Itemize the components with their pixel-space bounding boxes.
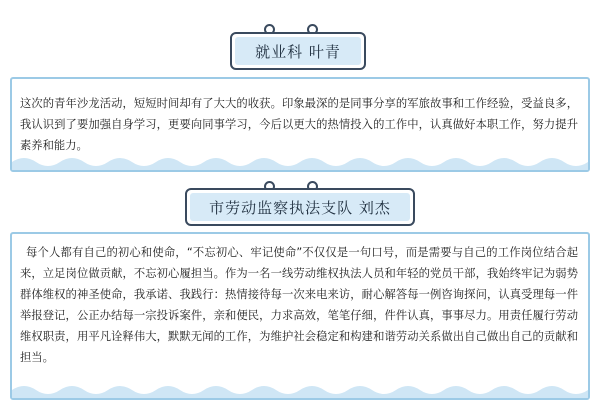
section-1-label: 就业科 叶青 <box>235 37 361 65</box>
section-2-label-box <box>185 188 415 226</box>
wave-decoration <box>12 150 588 170</box>
section-1-label-box <box>230 32 366 70</box>
section-2-label: 市劳动监察执法支队 刘杰 <box>190 193 410 221</box>
section-1-card <box>10 77 590 172</box>
section-1-title-tag <box>0 0 600 70</box>
section-2-title-tag <box>0 178 600 228</box>
section-2-card <box>10 232 590 400</box>
section-2-text: 每个人都有自己的初心和使命，“不忘初心、牢记使命”不仅仅是一句口号，而是需要与自己的工作岗位结合起来，立足岗位做贡献，不忘初心履担当。作为一名一线劳动维权执法人员和年轻的党员干部，我始终牢记为弱势群体维权的神圣使命，我承诺、我践行：热情接待每一次来电来访，耐心解答每一例咨询探问，认真受理每一件举报登记，公正办结每一宗投诉案件，亲和便民，力求高效，笔笔仔细，件件认真，事事尽力。用责任履行劳动维权职责，用平凡诠释伟大，默默无闻的工作，为维护社会稳定和构建和谐劳动关系做出自己做出自己的贡献和担当。 <box>20 246 578 364</box>
section-1-text: 这次的青年沙龙活动，短短时间却有了大大的收获。印象最深的是同事分享的军旅故事和工作经验，受益良多，我认识到了要加强自身学习，更要向同事学习，今后以更大的热情投入的工作中，认真做好本职工作，努力提升素养和能力。 <box>20 97 578 152</box>
wave-decoration <box>12 378 588 398</box>
